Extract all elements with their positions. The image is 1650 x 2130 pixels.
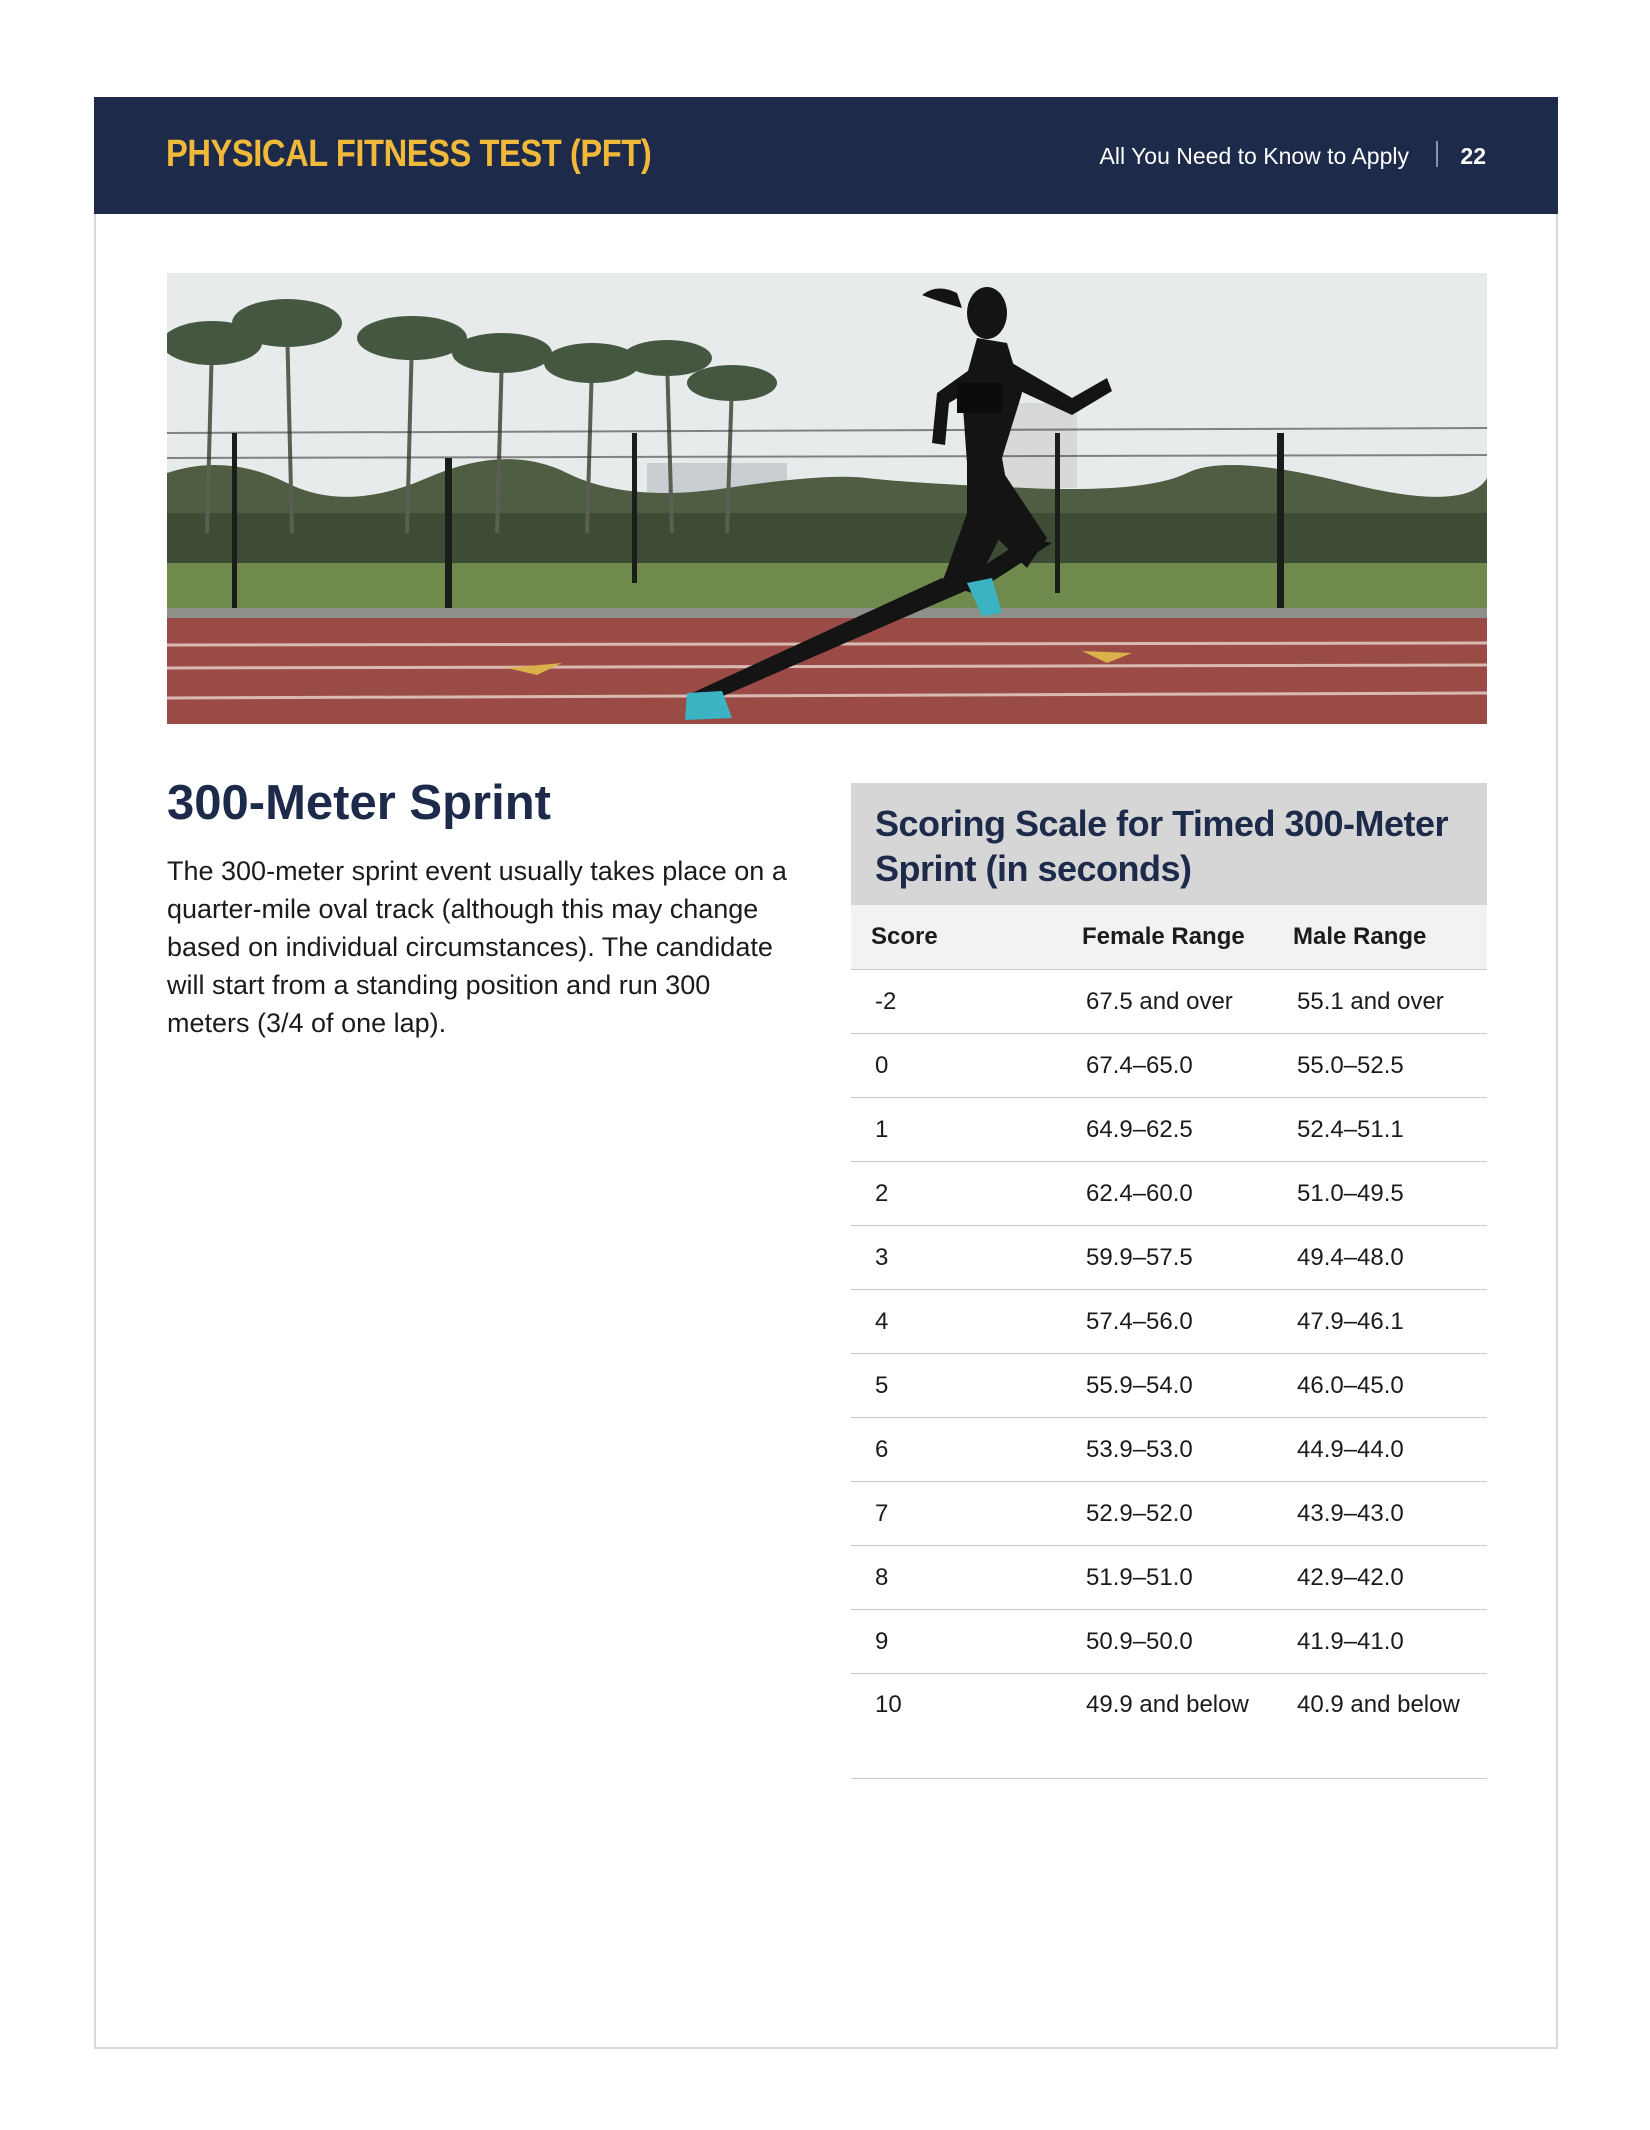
male-range-cell: 44.9–44.0 (1273, 1418, 1487, 1482)
table-caption: Scoring Scale for Timed 300-Meter Sprint (in seconds) (851, 783, 1487, 905)
table-row (851, 1354, 1487, 1418)
female-range-cell: 67.5 and over (1062, 970, 1273, 1034)
section-title: 300-Meter Sprint (167, 776, 551, 830)
scoring-table (851, 783, 1487, 1779)
score-cell: -2 (851, 970, 1062, 1034)
male-range-cell: 46.0–45.0 (1273, 1354, 1487, 1418)
female-range-cell: 51.9–51.0 (1062, 1546, 1273, 1610)
page-number: 22 (1460, 143, 1486, 169)
header-subtitle: All You Need to Know to Apply (1099, 143, 1409, 169)
male-range-cell: 52.4–51.1 (1273, 1098, 1487, 1162)
male-range-cell: 49.4–48.0 (1273, 1226, 1487, 1290)
male-range-cell: 41.9–41.0 (1273, 1610, 1487, 1674)
score-cell: 10 (851, 1674, 1062, 1779)
score-cell: 4 (851, 1290, 1062, 1354)
score-cell: 8 (851, 1546, 1062, 1610)
scoring-table-grid (851, 905, 1487, 1779)
male-range-cell: 51.0–49.5 (1273, 1162, 1487, 1226)
male-range-cell: 55.1 and over (1273, 970, 1487, 1034)
female-range-cell: 62.4–60.0 (1062, 1162, 1273, 1226)
female-range-cell: 53.9–53.0 (1062, 1418, 1273, 1482)
runner-on-track-photo (167, 273, 1487, 724)
female-range-cell: 52.9–52.0 (1062, 1482, 1273, 1546)
table-row (851, 1226, 1487, 1290)
table-row (851, 1290, 1487, 1354)
score-cell: 2 (851, 1162, 1062, 1226)
female-range-cell: 59.9–57.5 (1062, 1226, 1273, 1290)
male-range-cell: 55.0–52.5 (1273, 1034, 1487, 1098)
female-range-cell: 55.9–54.0 (1062, 1354, 1273, 1418)
male-range-cell: 43.9–43.0 (1273, 1482, 1487, 1546)
header-title: PHYSICAL FITNESS TEST (PFT) (166, 133, 652, 175)
score-cell: 9 (851, 1610, 1062, 1674)
table-header-row (851, 905, 1487, 970)
page-header (94, 97, 1558, 214)
table-row (851, 1610, 1487, 1674)
table-row (851, 1162, 1487, 1226)
score-cell: 3 (851, 1226, 1062, 1290)
table-row (851, 1546, 1487, 1610)
female-range-cell: 67.4–65.0 (1062, 1034, 1273, 1098)
score-cell: 5 (851, 1354, 1062, 1418)
female-range-cell: 49.9 and below (1062, 1674, 1273, 1779)
male-range-cell: 40.9 and below (1273, 1674, 1487, 1779)
male-range-cell: 47.9–46.1 (1273, 1290, 1487, 1354)
score-cell: 7 (851, 1482, 1062, 1546)
score-cell: 1 (851, 1098, 1062, 1162)
score-cell: 0 (851, 1034, 1062, 1098)
header-divider (1436, 141, 1438, 167)
column-header-female-range: Female Range (1062, 905, 1273, 970)
male-range-cell: 42.9–42.0 (1273, 1546, 1487, 1610)
section-body: The 300-meter sprint event usually takes place on a quarter-mile oval track (although this may change based on individual circumstances). The candidate will start from a standing position and run 300 meters (3/4 of one lap). (167, 856, 787, 1038)
table-row (851, 1034, 1487, 1098)
table-row (851, 1482, 1487, 1546)
table-row (851, 1674, 1487, 1779)
female-range-cell: 57.4–56.0 (1062, 1290, 1273, 1354)
column-header-male-range: Male Range (1273, 905, 1487, 970)
column-header-score: Score (851, 905, 1062, 970)
table-row (851, 1098, 1487, 1162)
score-cell: 6 (851, 1418, 1062, 1482)
female-range-cell: 64.9–62.5 (1062, 1098, 1273, 1162)
table-row (851, 970, 1487, 1034)
female-range-cell: 50.9–50.0 (1062, 1610, 1273, 1674)
table-row (851, 1418, 1487, 1482)
